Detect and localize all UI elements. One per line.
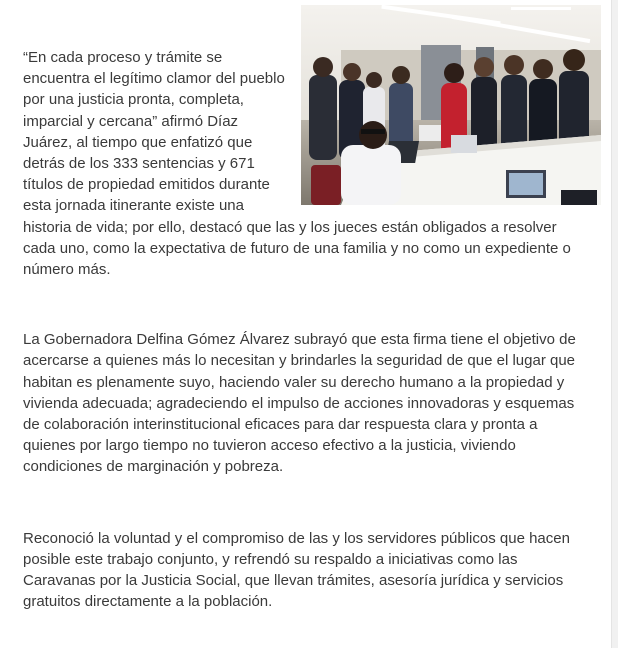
paragraph-1: “En cada proceso y trámite se encuentra el legítimo clamor del pueblo por una justicia pronta, completa, imparcial y cercana” afirmó Díaz Juárez, al tiempo que enfatizó que detrás de los 333 sentencias y 671 títulos de propiedad emitidos durante esta jornada itinerante existe una historia de vida; por ello, destacó que las y los jueces están obligados a resolver cada uno, como la expectativa de futuro de una familia y no como un expediente o número más. — [23, 49, 571, 279]
scrollbar-track[interactable] — [611, 0, 618, 648]
paragraph-2: La Gobernadora Delfina Gómez Álvarez subrayó que esta firma tiene el objetivo de acercarse a quienes más lo necesitan y brindarles la seguridad de que el lugar que habitan es plenamente suyo, haciendo valer su derecho humano a la propiedad y vivienda adecuada; agradeciendo el impulso de acciones innovadoras y esquemas de colaboración interinstitucional eficaces para dar respuesta clara y pronta a quienes por largo tiempo no tuvieron acceso efectivo a la justicia, viviendo condiciones de marginación y pobreza. — [23, 331, 576, 476]
photo-event-icon — [301, 5, 601, 205]
article-photo — [301, 5, 601, 205]
article-body — [23, 0, 583, 612]
paragraph-3: Reconoció la voluntad y el compromiso de las y los servidores públicos que hacen posible este trabajo conjunto, y refrendó su respaldo a iniciativas como las Caravanas por la Justicia Social, que llevan trámites, asesoría jurídica y servicios gratuitos directamente a la población. — [23, 529, 570, 611]
